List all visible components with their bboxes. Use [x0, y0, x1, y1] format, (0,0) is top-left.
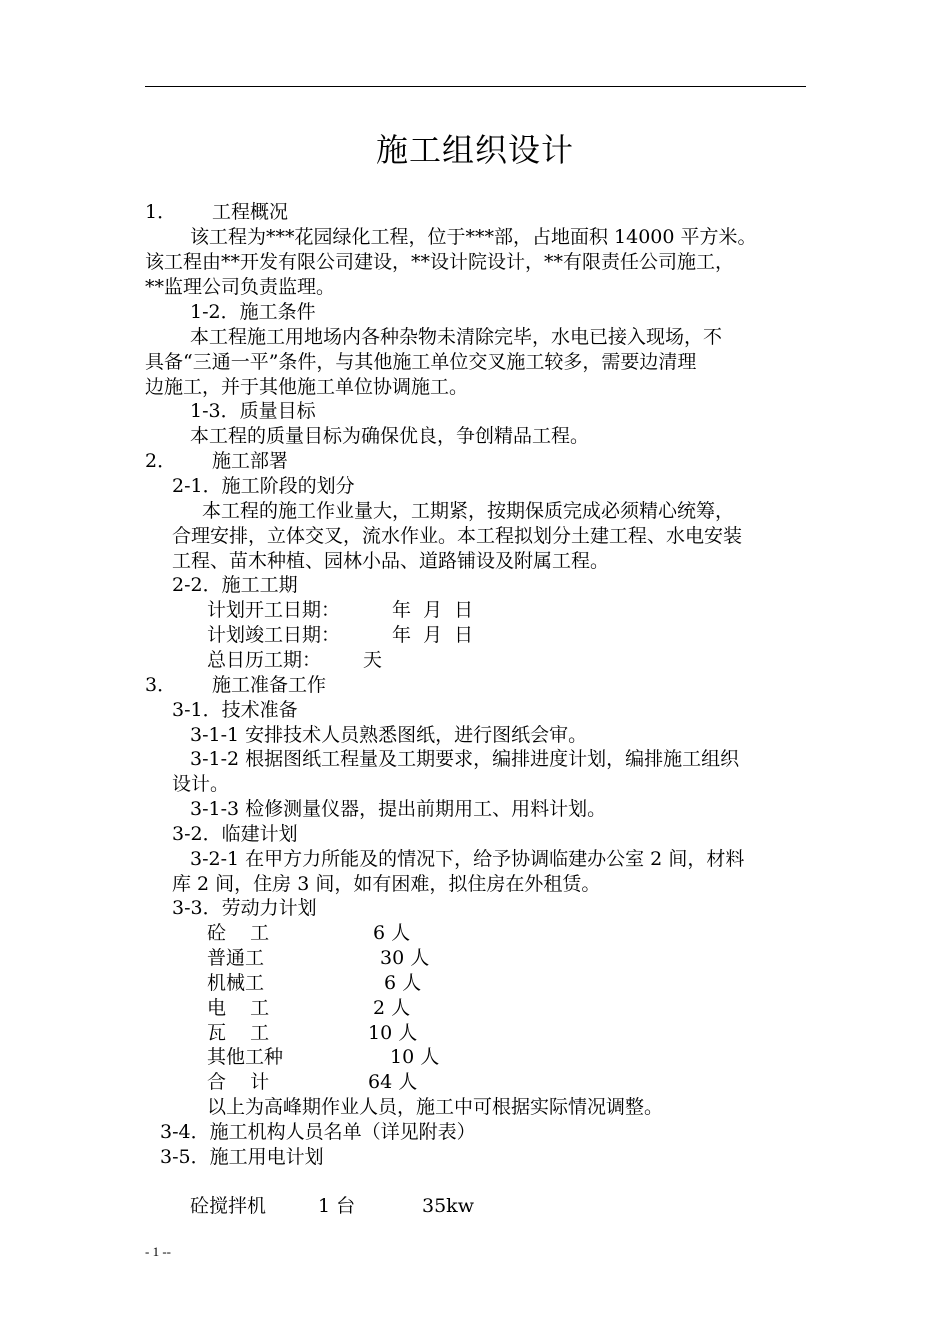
section-2-heading: 施工部署: [212, 450, 289, 472]
paragraph-line: 3-1-2 根据图纸工程量及工期要求，编排进度计划，编排施工组织: [190, 748, 740, 770]
labor-role: 机械工: [207, 972, 265, 994]
power-equipment-qty: 1 台: [318, 1195, 356, 1217]
labor-count: 6 人: [373, 922, 411, 944]
paragraph-line: 边施工，并于其他施工单位协调施工。: [145, 376, 469, 398]
subsection-1-2-heading: 1-2．施工条件: [190, 301, 316, 323]
power-equipment-name: 砼搅拌机: [190, 1195, 267, 1217]
paragraph-line: 该工程由**开发有限公司建设，**设计院设计，**有限责任公司施工，: [145, 251, 735, 273]
section-3-heading: 施工准备工作: [212, 674, 327, 696]
paragraph-line: 工程、苗木种植、园林小品、道路铺设及附属工程。: [172, 550, 610, 572]
labor-count: 30 人: [380, 947, 430, 969]
subsection-2-2-heading: 2-2．施工工期: [172, 574, 298, 596]
document-title: 施工组织设计: [375, 131, 574, 169]
paragraph-line: 库 2 间，住房 3 间，如有困难，拟住房在外租赁。: [172, 873, 601, 895]
paragraph-line: 3-1-1 安排技术人员熟悉图纸，进行图纸会审。: [190, 724, 588, 746]
labor-count: 64 人: [368, 1071, 418, 1093]
schedule-label: 计划竣工日期：: [207, 624, 341, 646]
labor-role: 瓦 工: [207, 1022, 270, 1044]
paragraph-line: 3-2-1 在甲方力所能及的情况下，给予协调临建办公室 2 间，材料: [190, 848, 745, 870]
paragraph-line: 3-1-3 检修测量仪器，提出前期用工、用料计划。: [190, 798, 607, 820]
section-1-number: 1．: [145, 201, 177, 223]
schedule-value: 年 月 日: [392, 599, 474, 621]
schedule-value: 年 月 日: [392, 624, 474, 646]
subsection-3-5-heading: 3-5．施工用电计划: [160, 1146, 324, 1168]
paragraph-line: 本工程施工用地场内各种杂物未清除完毕，水电已接入现场，不: [190, 326, 723, 348]
labor-note: 以上为高峰期作业人员，施工中可根据实际情况调整。: [207, 1096, 664, 1118]
header-rule: [145, 86, 806, 87]
labor-role: 普通工: [207, 947, 265, 969]
power-equipment-power: 35kw: [422, 1195, 474, 1217]
page-number: - 1 --: [145, 1244, 171, 1259]
labor-count: 6 人: [384, 972, 422, 994]
subsection-3-3-heading: 3-3．劳动力计划: [172, 897, 317, 919]
section-1-heading: 工程概况: [212, 201, 289, 223]
labor-role: 砼 工: [207, 922, 270, 944]
subsection-1-3-heading: 1-3．质量目标: [190, 400, 316, 422]
section-3-number: 3．: [145, 674, 177, 696]
labor-count: 10 人: [390, 1046, 440, 1068]
paragraph-line: 本工程的质量目标为确保优良，争创精品工程。: [190, 425, 590, 447]
paragraph-line: 该工程为***花园绿化工程，位于***部，占地面积 14000 平方米。: [190, 226, 757, 248]
subsection-2-1-heading: 2-1．施工阶段的划分: [172, 475, 355, 497]
schedule-label: 总日历工期：: [207, 649, 322, 671]
labor-role: 合 计: [207, 1071, 270, 1093]
paragraph-line: **监理公司负责监理。: [145, 276, 336, 298]
labor-role: 其他工种: [207, 1046, 284, 1068]
subsection-3-4-heading: 3-4．施工机构人员名单（详见附表）: [160, 1121, 476, 1143]
section-2-number: 2．: [145, 450, 177, 472]
paragraph-line: 具备“三通一平”条件，与其他施工单位交叉施工较多，需要边清理: [145, 351, 697, 373]
paragraph-line: 设计。: [172, 773, 230, 795]
paragraph-line: 合理安排，立体交叉，流水作业。本工程拟划分土建工程、水电安装: [172, 525, 743, 547]
subsection-3-2-heading: 3-2．临建计划: [172, 823, 298, 845]
schedule-label: 计划开工日期：: [207, 599, 341, 621]
labor-role: 电 工: [207, 997, 270, 1019]
labor-count: 10 人: [368, 1022, 418, 1044]
labor-count: 2 人: [373, 997, 411, 1019]
schedule-value: 天: [363, 649, 383, 671]
subsection-3-1-heading: 3-1．技术准备: [172, 699, 298, 721]
paragraph-line: 本工程的施工作业量大，工期紧，按期保质完成必须精心统筹，: [202, 500, 735, 522]
